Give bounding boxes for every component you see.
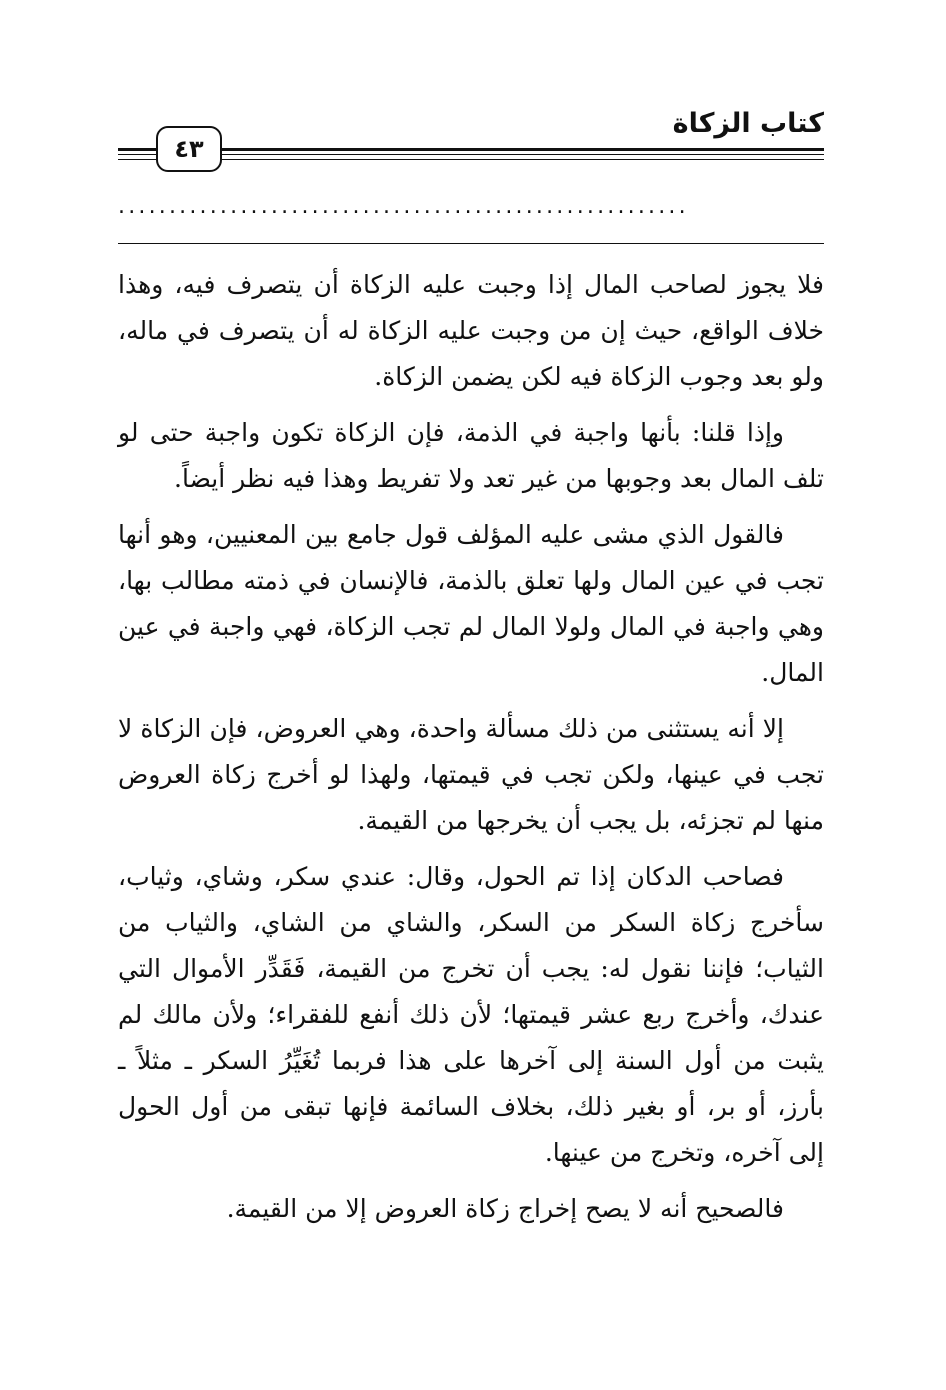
- body-text: [118, 262, 824, 1242]
- paragraph: فالقول الذي مشى عليه المؤلف قول جامع بين المعنيين، وهو أنها تجب في عين المال ولها تعلق بالذمة، فالإنسان في ذمته مطالب بها، وهي واجبة في المال ولولا المال لم تجب الزكاة، فهي واجبة في عين المال.: [118, 520, 824, 687]
- book-title: كتاب الزكاة: [672, 108, 824, 139]
- header-rule-thick: [220, 148, 824, 151]
- header-rule-thin: [220, 154, 824, 155]
- header-rule-left-thick: [118, 148, 156, 151]
- header-rule-left-thin: [118, 154, 156, 155]
- paragraph: فلا يجوز لصاحب المال إذا وجبت عليه الزكاة أن يتصرف فيه، وهذا خلاف الواقع، حيث إن من وجبت عليه الزكاة له أن يتصرف في ماله، ولو بعد وجوب الزكاة فيه لكن يضمن الزكاة.: [118, 270, 824, 391]
- header-rule-left-thin-2: [118, 159, 156, 160]
- paragraph: فالصحيح أنه لا يصح إخراج زكاة العروض إلا من القيمة.: [226, 1194, 784, 1223]
- paragraph: فصاحب الدكان إذا تم الحول، وقال: عندي سكر، وشاي، وثياب، سأخرج زكاة السكر من السكر، والشاي من الشاي، والثياب من الثياب؛ فإننا نقول له: يجب أن تخرج من القيمة، فَقَدِّر الأموال التي عندك، وأخرج ربع عشر قيمتها؛ لأن ذلك أنفع للفقراء؛ ولأن مالك لم يثبت من أول السنة إلى آخرها على هذا فربما تُغَيِّرُ السكر ـ مثلاً ـ بأرز، أو بر، أو بغير ذلك، بخلاف السائمة فإنها تبقى من أول الحول إلى آخره، وتخرج من عينها.: [118, 862, 824, 1167]
- section-separator: [118, 243, 824, 244]
- page-number: ٤٣: [156, 126, 222, 172]
- dotted-separator: ........................................................: [118, 194, 689, 219]
- paragraph: وإذا قلنا: بأنها واجبة في الذمة، فإن الزكاة تكون واجبة حتى لو تلف المال بعد وجوبها من غير تعد ولا تفريط وهذا فيه نظر أيضاً.: [118, 418, 824, 493]
- paragraph: إلا أنه يستثنى من ذلك مسألة واحدة، وهي العروض، فإن الزكاة لا تجب في عينها، ولكن تجب في قيمتها، ولهذا لو أخرج زكاة العروض منها لم تجزئه، بل يجب أن يخرجها من القيمة.: [118, 714, 824, 835]
- header-rule-thin-2: [220, 159, 824, 160]
